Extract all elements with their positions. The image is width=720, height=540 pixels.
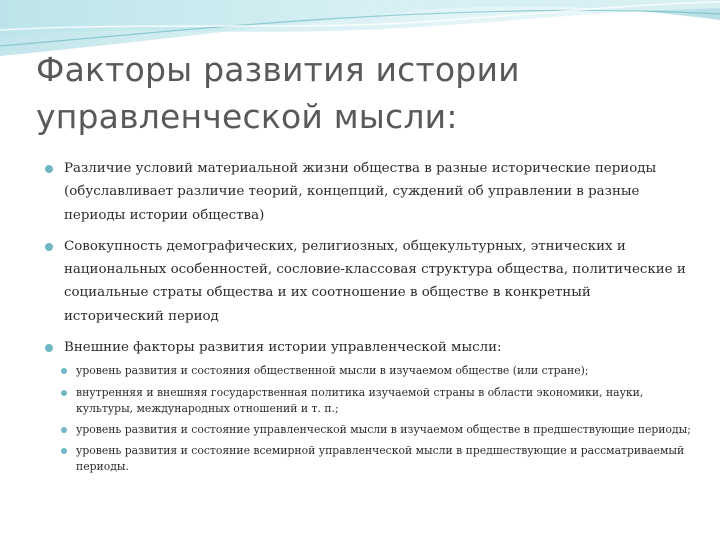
sub-bullet-text: уровень развития и состояния общественной мысли в изучаемом обществе (или стране);	[76, 364, 589, 378]
bullet-dot-icon	[45, 344, 53, 352]
sub-bullet-item	[60, 443, 694, 475]
sub-bullet-text: внутренняя и внешняя государственная политика изучаемой страны в области экономики, науки, культуры, международных отношений и т. п.;	[76, 385, 644, 415]
sub-bullet-text: уровень развития и состояние управленческой мысли в изучаемом обществе в предшествующие периоды;	[76, 422, 691, 436]
bullet-text: Различие условий материальной жизни общества в разные исторические периоды (обуславливает различие теорий, концепций, суждений об управлении в разные периоды истории общества)	[64, 161, 657, 223]
bullet-text: Совокупность демографических, религиозных, общекультурных, этнических и национальных особенностей, сословие-классовая структура общества, политические и социальные страты общества и их соотношение в обществе в конкретный исторический период	[64, 238, 686, 324]
bullet-item	[44, 157, 694, 227]
bullet-item	[44, 336, 694, 476]
sub-bullet-text: уровень развития и состояние всемирной управленческой мысли в предшествующие и рассматриваемый периоды.	[76, 444, 685, 474]
bullet-dot-icon	[45, 243, 53, 251]
sub-bullet-dot-icon	[61, 448, 67, 454]
sub-bullet-dot-icon	[61, 390, 67, 396]
bullet-item	[44, 235, 694, 328]
sub-bullet-list	[60, 363, 694, 475]
sub-bullet-dot-icon	[61, 368, 67, 374]
sub-bullet-item	[60, 363, 694, 379]
bullet-text: Внешние факторы развития истории управленческой мысли:	[64, 340, 502, 356]
sub-bullet-item	[60, 385, 694, 417]
sub-bullet-item	[60, 422, 694, 438]
bullet-list	[44, 157, 694, 484]
slide-title: Факторы развития истории управленческой мысли:	[36, 50, 520, 136]
sub-bullet-dot-icon	[61, 427, 67, 433]
bullet-dot-icon	[45, 165, 53, 173]
